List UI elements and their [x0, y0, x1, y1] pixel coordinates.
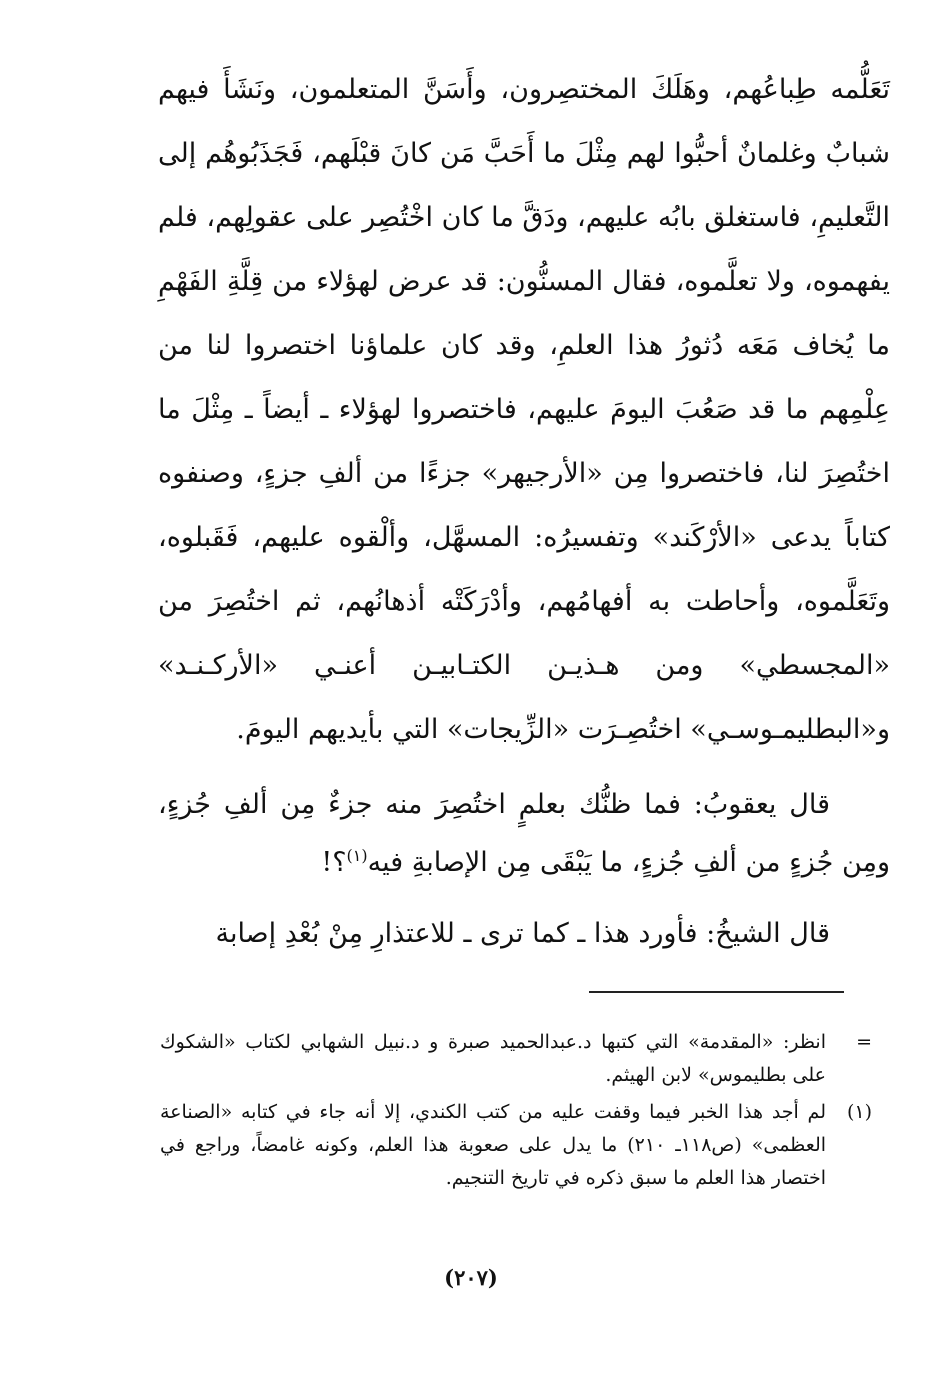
footnote-text: لم أجد هذا الخبر فيما وقفت عليه من كتب الكندي، إلا أنه جاء في كتابه «الصناعة العظمى» (ص١١٨ـ ٢١٠) ما يدل على صعوبة هذا العلم، وكونه غامضاً، وراجع في اختصار هذا العلم ما سبق ذكره في تاريخ التنجيم.	[160, 1101, 827, 1189]
footnote-reference: (١)	[346, 846, 368, 865]
paragraph: قال الشيخُ: فأورد هذا ـ كما ترى ـ للاعتذارِ مِنْ بُعْدِ إصابة	[215, 918, 830, 949]
footnote-marker: =	[856, 1031, 872, 1053]
paragraph-ending: ؟!	[321, 847, 347, 878]
footnote-separator	[589, 991, 844, 993]
footnote	[160, 1026, 872, 1092]
footnote-text: انظر: «المقدمة» التي كتبها د.عبدالحميد صبرة و د.نبيل الشهابي لكتاب «الشكوك على بطليموس» لابن الهيثم.	[160, 1031, 826, 1086]
page-number: (٢٠٧)	[444, 1265, 498, 1290]
footnote-marker: (١)	[846, 1101, 872, 1123]
footnotes	[160, 1026, 872, 1199]
paragraph: تَعَلُّمه طِباعُهم، وهَلَكَ المختصِرون، وأَسَنَّ المتعلمون، ونَشَأَ فيهم شبابٌ وغلمانٌ أحبُّوا لهم مِثْلَ ما أَحَبَّ مَن كانَ قبْلَهم، فَجَذَبُوهُم إلى التَّعليمِ، فاستغلق بابُه عليهم، ودَقَّ ما كان اخْتُصِر على عقولِهم، فلم يفهموه، ولا تعلَّموه، فقال المسنُّون: قد عرض لهؤلاء من قِلَّةِ الفَهْمِ ما يُخاف مَعَه دُثورُ هذا العلمِ، وقد كان علماؤنا اختصروا لنا من عِلْمِهم ما قد صَعُبَ اليومَ عليهم، فاختصروا لهؤلاء ـ أيضاً ـ مِثْلَ ما اختُصِرَ لنا، فاختصروا مِن «الأرجيهر» جزءًا من ألفِ جزءٍ، وصنفوه كتاباً يدعى «الأرْكَند» وتفسيرُه: المسهَّل، وألْقوه عليهم، فَقَبلوه، وتَعَلَّموه، وأحاطت به أفهامُهم، وأدْرَكَتْه أذهانُهم، ثم اختُصِرَ من «المجسطي» ومن هـذيـن الكتـابيـن أعنـي «الأركـنـد» و«البطليمـوسـي» اختُصِـرَت «الزِّيجات» التي بأيديهم اليومَ.	[158, 74, 890, 745]
paragraph	[158, 776, 890, 892]
main-text-body	[158, 58, 890, 966]
footnote	[160, 1096, 872, 1195]
paragraph-text: قال يعقوبُ: فما ظنُّك بعلمٍ اختُصِرَ منه جزءٌ مِن ألفِ جُزءٍ، ومِن جُزءٍ من ألفِ جُزءٍ، ما يَبْقَى مِن الإصابةِ فيه	[158, 789, 890, 878]
